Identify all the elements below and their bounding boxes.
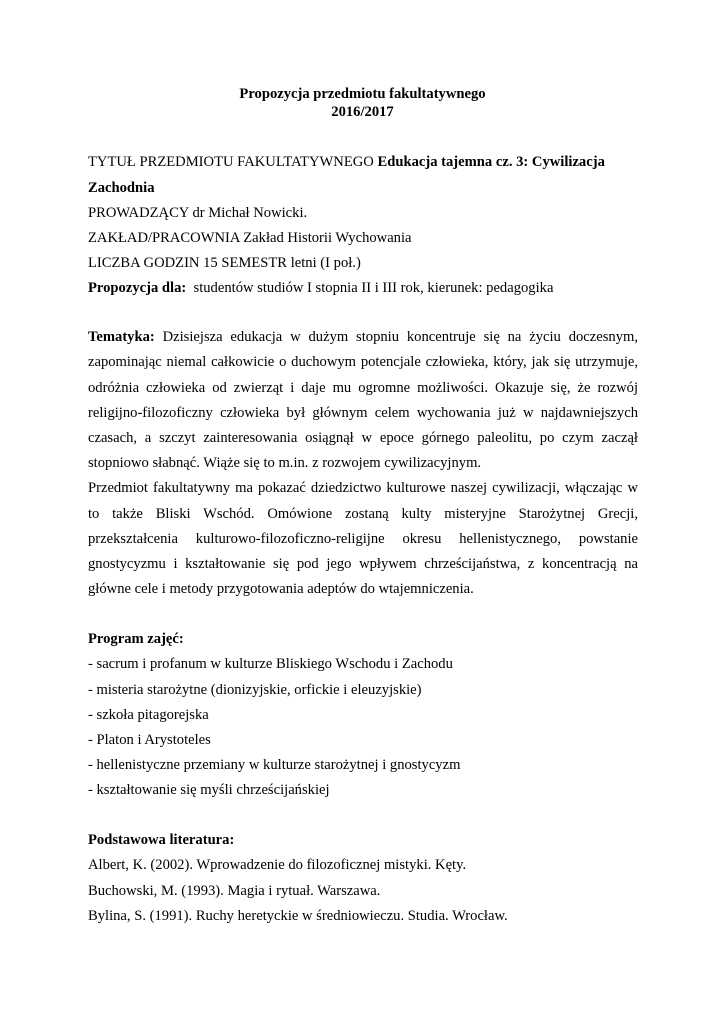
topic-line: odróżnia człowieka od zwierząt i daje mu ogromne możliwości. Okazuje się, że rozwój	[88, 380, 638, 396]
course-title-continuation: Zachodnia	[88, 180, 155, 196]
literature-item: Buchowski, M. (1993). Magia i rytuał. Warszawa.	[88, 883, 381, 899]
instructor: PROWADZĄCY dr Michał Nowicki.	[88, 205, 308, 221]
academic-year: 2016/2017	[331, 104, 394, 120]
course-title-label: TYTUŁ PRZEDMIOTU FAKULTATYWNEGO	[88, 154, 374, 170]
program-item: - szkoła pitagorejska	[88, 707, 209, 723]
literature-item: Bylina, S. (1991). Ruchy heretyckie w średniowieczu. Studia. Wrocław.	[88, 908, 508, 924]
topic-line: czasach, a szczyt zainteresowania osiągnął w epoce górnego paleolitu, po czym zaczął	[88, 430, 638, 446]
topic-line: zapominając niemal całkowicie o duchowym potencjale człowieka, który, jak się utrzymuje,	[88, 354, 638, 370]
program-item: - sacrum i profanum w kulturze Bliskiego Wschodu i Zachodu	[88, 656, 453, 672]
literature-item: Albert, K. (2002). Wprowadzenie do filozoficznej mistyki. Kęty.	[88, 857, 467, 873]
topic-line: przekształcenia kulturowo-filozoficzno-religijne okresu hellenistycznego, powstanie	[88, 531, 638, 547]
topic-line: główne cele i metody przygotowania adeptów do wtajemniczenia.	[88, 581, 474, 597]
proposal-line	[88, 280, 553, 297]
hours-semester: LICZBA GODZIN 15 SEMESTR letni (I poł.)	[88, 255, 361, 271]
topic-line: Tematyka: Dzisiejsza edukacja w dużym stopniu koncentruje się na życiu doczesnym,	[88, 329, 638, 345]
program-item: - hellenistyczne przemiany w kulturze starożytnej i gnostycyzm	[88, 757, 461, 773]
proposal-value: studentów studiów I stopnia II i III rok, kierunek: pedagogika	[193, 280, 554, 296]
program-item: - kształtowanie się myśli chrześcijańskiej	[88, 782, 330, 798]
program-item: - misteria starożytne (dionizyjskie, orfickie i eleuzyjskie)	[88, 682, 422, 698]
document-title: Propozycja przedmiotu fakultatywnego	[239, 86, 486, 102]
course-title-value: Edukacja tajemna cz. 3: Cywilizacja	[377, 154, 605, 170]
topic-line: gnostycyzmu i kształtowanie się pod jego wpływem chrześcijaństwa, z koncentracją na	[88, 556, 638, 572]
topic-line: stopniowo słabnąć. Wiąże się to m.in. z rozwojem cywilizacyjnym.	[88, 455, 482, 471]
course-title-line	[88, 154, 605, 171]
topic-line: religijno-filozoficzny człowieka był głównym celem wychowania już w najdawniejszych	[88, 405, 638, 421]
proposal-label: Propozycja dla:	[88, 280, 187, 296]
program-item: - Platon i Arystoteles	[88, 732, 211, 748]
topic-line: Przedmiot fakultatywny ma pokazać dziedzictwo kulturowe naszej cywilizacji, włączając w	[88, 480, 638, 496]
program-heading: Program zajęć:	[88, 631, 184, 647]
topic-label: Tematyka:	[88, 329, 155, 345]
topic-line: to także Bliski Wschód. Omówione zostaną kulty misteryjne Starożytnej Grecji,	[88, 506, 638, 522]
literature-heading: Podstawowa literatura:	[88, 832, 235, 848]
department: ZAKŁAD/PRACOWNIA Zakład Historii Wychowania	[88, 230, 412, 246]
